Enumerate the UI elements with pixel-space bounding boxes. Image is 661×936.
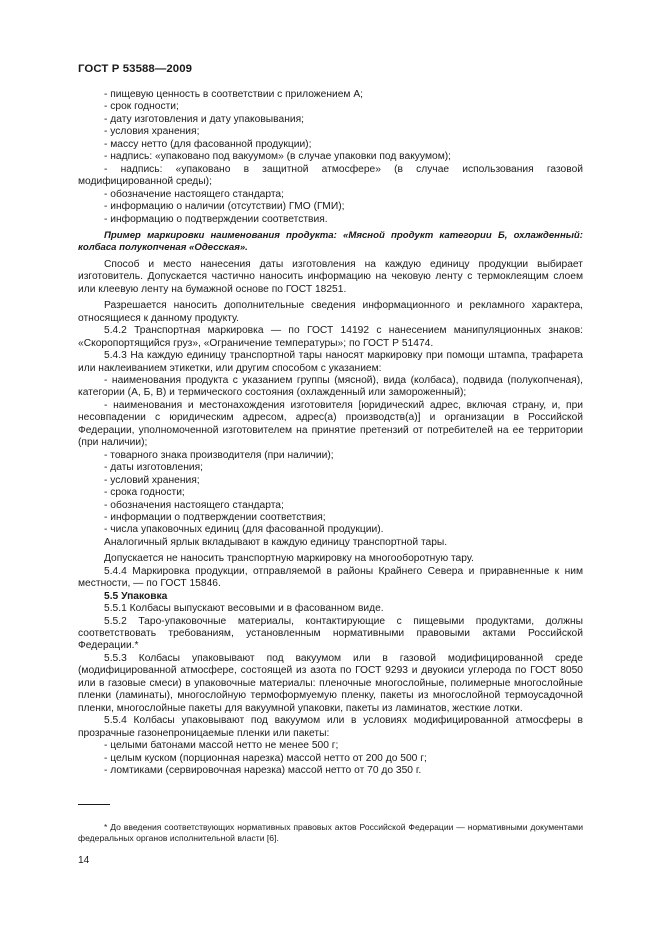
clause-5-4-2: 5.4.2 Транспортная маркировка — по ГОСТ 14192 с нанесением манипуляционных знаков: «Скоропортящийся груз», «Ограничение температуры»; по ГОСТ Р 51474. <box>78 325 583 349</box>
list-item: - ломтиками (сервировочная нарезка) массой нетто от 70 до 350 г. <box>104 765 422 777</box>
list-item: - целыми батонами массой нетто не менее 500 г; <box>104 740 339 752</box>
list-item: - срока годности; <box>104 487 185 499</box>
list-item: - условия хранения; <box>104 126 200 138</box>
footnote: * До введения соответствующих нормативных правовых актов Российской Федерации — нормативными документами федеральных органов исполнительной власти [6]. <box>78 821 583 843</box>
clause-5-5-4: 5.5.4 Колбасы упаковывают под вакуумом или в условиях модифицированной атмосферы в прозрачные газонепроницаемые пленки или пакеты: <box>78 715 583 739</box>
list-item: - обозначение настоящего стандарта; <box>104 188 284 200</box>
list-item: - дату изготовления и дату упаковывания; <box>104 113 304 125</box>
list-item: - информацию о наличии (отсутствии) ГМО (ГМИ); <box>104 201 345 213</box>
list-item: - срок годности; <box>104 101 179 113</box>
list-item: - наименования продукта с указанием группы (мясной), вида (колбаса), подвида (полукопченая), категории (А, Б, В) и термического состояния (охлажденный или замороженный); <box>78 374 583 399</box>
list-item: - условий хранения; <box>104 474 200 486</box>
clause-5-5-3: 5.5.3 Колбасы упаковывают под вакуумом или в газовой модифицированной среде (модифицированной атмосфере, состоящей из азота по ГОСТ 9293 и двуокиси углерода по ГОСТ 8050 или в газовые смеси) в упаковочные материалы: пленочные многослойные, полимерные многослойные пленки (ламинаты), многослойную термоформуемую пленку, пакеты из многослойной термоусадочной пленки, многослойные пакеты для вакуумной упаковки, пакеты из ламинатов, жесткие лотки. <box>78 652 583 714</box>
list-item: - наименования и местонахождения изготовителя [юридический адрес, включая страну, и, при несовпадении с юридическим адресом, адрес(а) производств(а)] и организации в Российской Федерации, уполномоченной изготовителем на принятие претензий от потребителей на ее территории (при наличии); <box>78 399 583 449</box>
list-item: - товарного знака производителя (при наличии); <box>104 449 334 461</box>
section-heading: 5.5 Упаковка <box>104 590 168 602</box>
example-paragraph: Пример маркировки наименования продукта: «Мясной продукт категории Б, охлажденный: колбаса полукопченая «Одесская». <box>78 229 583 254</box>
list-item: - информацию о подтверждении соответствия. <box>104 213 328 225</box>
list-item: - числа упаковочных единиц (для фасованной продукции). <box>104 524 384 536</box>
list-item: - целым куском (порционная нарезка) массой нетто от 200 до 500 г; <box>104 752 427 764</box>
page-header: ГОСТ Р 53588—2009 <box>78 63 193 75</box>
list-item: - информации о подтверждении соответствия; <box>104 511 326 523</box>
clause-5-5-2: 5.5.2 Таро-упаковочные материалы, контактирующие с пищевыми продуктами, должны соответствовать требованиям, установленным нормативными правовыми актами Российской Федерации.* <box>78 615 583 652</box>
list-item: - надпись: «упаковано в защитной атмосфере» (в случае использования газовой модифицированной среды); <box>78 163 583 188</box>
paragraph: Способ и место нанесения даты изготовления на каждую единицу продукции выбирает изготовитель. Допускается частично наносить информацию на чековую ленту с термоклеящим слоем или клеевую ленту на бумажной основе по ГОСТ 18251. <box>78 258 583 295</box>
clause-5-5-1: 5.5.1 Колбасы выпускают весовыми и в фасованном виде. <box>104 603 384 615</box>
list-item: - массу нетто (для фасованной продукции); <box>104 138 312 150</box>
footnote-separator <box>78 804 110 805</box>
paragraph: Допускается не наносить транспортную маркировку на многооборотную тару. <box>104 553 474 565</box>
paragraph: Аналогичный ярлык вкладывают в каждую единицу транспортной тары. <box>104 536 448 548</box>
list-item: - даты изготовления; <box>104 462 203 474</box>
page-body <box>78 89 583 777</box>
page-number: 14 <box>78 855 90 866</box>
paragraph: Разрешается наносить дополнительные сведения информационного и рекламного характера, относящиеся к данному продукту. <box>78 300 583 324</box>
list-item: - пищевую ценность в соответствии с приложением А; <box>104 89 364 100</box>
list-item: - обозначения настоящего стандарта; <box>104 499 284 511</box>
clause-5-4-3: 5.4.3 На каждую единицу транспортной тары наносят маркировку при помощи штампа, трафарета или наклеиванием этикетки, или другим способом с указанием: <box>78 350 583 374</box>
clause-5-4-4: 5.4.4 Маркировка продукции, отправляемой в районы Крайнего Севера и приравненные к ним местности, — по ГОСТ 15846. <box>78 565 583 590</box>
list-item: - надпись: «упаковано под вакуумом» (в случае упаковки под вакуумом); <box>104 151 451 163</box>
